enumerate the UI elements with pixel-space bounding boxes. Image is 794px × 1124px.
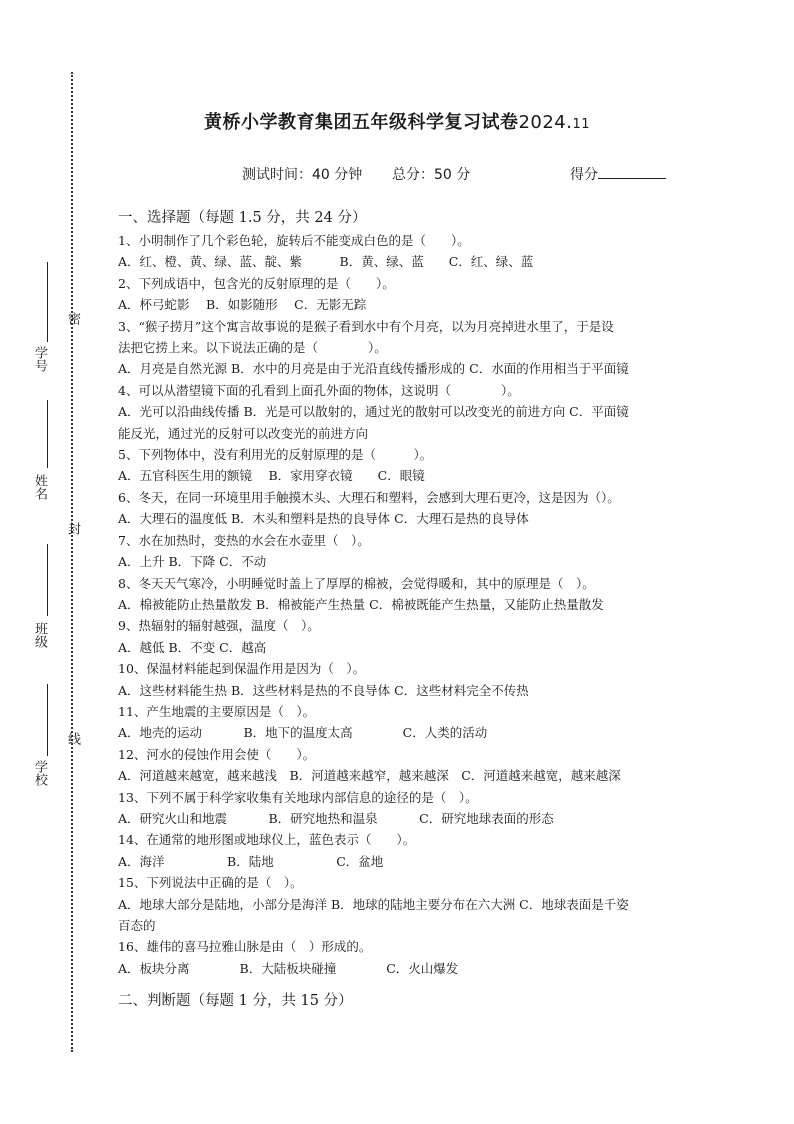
margin-feng: 封 bbox=[65, 522, 80, 535]
question-line: 14、在通常的地形图或地球仪上，蓝色表示（ ）。 bbox=[118, 832, 416, 848]
option-line: A．杯弓蛇影 B．如影随形 C．无影无踪 bbox=[118, 297, 367, 313]
title-year: 2024. bbox=[518, 112, 573, 133]
option-line: A．光可以沿曲线传播 B．光是可以散射的，通过光的散射可以改变光的前进方向 C．平面镜 bbox=[118, 404, 629, 420]
name-line[interactable] bbox=[47, 400, 48, 468]
section-heading-judgement: 二、判断题（每题 1 分，共 15 分） bbox=[118, 993, 353, 1010]
student-no-line[interactable] bbox=[47, 262, 48, 342]
class-label: 班级 bbox=[32, 622, 47, 648]
name-label: 姓名 bbox=[32, 474, 47, 500]
option-line: A．月亮是自然光源 B．水中的月亮是由于光沿直线传播形成的 C．水面的作用相当于平面镜 bbox=[118, 361, 629, 377]
school-line[interactable] bbox=[47, 684, 48, 756]
title-month: 11 bbox=[572, 117, 591, 132]
question-line: 3、“猴子捞月”这个寓言故事说的是猴子看到水中有个月亮，以为月亮掉进水里了，于是设 bbox=[118, 318, 614, 334]
option-line: A．五官科医生用的额镜 B．家用穿衣镜 C．眼镜 bbox=[118, 468, 425, 484]
option-line: A．板块分离 B．大陆板块碰撞 C．火山爆发 bbox=[118, 960, 459, 976]
option-line: A．地球大部分是陆地，小部分是海洋 B．地球的陆地主要分布在六大洲 C．地球表面是千姿 bbox=[118, 896, 629, 912]
question-line: 4、可以从潜望镜下面的孔看到上面孔外面的物体，这说明（ ）。 bbox=[118, 382, 520, 398]
question-line: 6、冬天，在同一环境里用手触摸木头、大理石和塑料，会感到大理石更冷，这是因为（）。 bbox=[118, 489, 620, 505]
question-line: 1、小明制作了几个彩色轮，旋转后不能变成白色的是（ ）。 bbox=[118, 233, 470, 248]
option-line: 百态的 bbox=[118, 918, 156, 933]
exam-body bbox=[118, 206, 688, 1013]
option-line: A．红、橙、黄、绿、蓝、靛、紫 B．黄、绿、蓝 C．红、绿、蓝 bbox=[118, 254, 534, 270]
option-line: A．这些材料能生热 B．这些材料是热的不良导体 C．这些材料完全不传热 bbox=[118, 682, 529, 698]
question-line: 12、河水的侵蚀作用会使（ ）。 bbox=[118, 746, 316, 762]
option-line: 能反光，通过光的反射可以改变光的前进方向 bbox=[118, 425, 369, 441]
option-line: A．研究火山和地震 B．研究地热和温泉 C．研究地球表面的形态 bbox=[118, 810, 554, 826]
school-label: 学校 bbox=[32, 760, 47, 786]
question-line: 11、产生地震的主要原因是（ ）。 bbox=[118, 703, 316, 719]
question-line: 10、保温材料能起到保温作用是因为（ ）。 bbox=[118, 661, 366, 677]
question-line: 15、下列说法中正确的是（ ）。 bbox=[118, 875, 303, 891]
binding-dotted-line bbox=[71, 72, 73, 1052]
total-score: 总分：50 分 bbox=[392, 167, 471, 183]
score-blank[interactable] bbox=[598, 164, 666, 179]
margin-mi: 密 bbox=[65, 312, 80, 325]
option-line: A．河道越来越宽，越来越浅 B．河道越来越窄，越来越深 C．河道越来越宽，越来越深 bbox=[118, 768, 621, 784]
score-label: 得分 bbox=[570, 167, 598, 183]
question-line: 16、雄伟的喜马拉雅山脉是由（ ）形成的。 bbox=[118, 939, 372, 955]
question-line: 9、热辐射的辐射越强，温度（ ）。 bbox=[118, 618, 320, 634]
question-line: 13、下列不属于科学家收集有关地球内部信息的途径的是（ ）。 bbox=[118, 789, 478, 805]
option-line: A．地壳的运动 B．地下的温度太高 C．人类的活动 bbox=[118, 725, 488, 741]
title-main: 黄桥小学教育集团五年级科学复习试卷 bbox=[203, 112, 519, 133]
page-title bbox=[0, 108, 794, 134]
question-line: 法把它捞上来。以下说法正确的是（ ）。 bbox=[118, 340, 387, 356]
option-line: A．海洋 B．陆地 C．盆地 bbox=[118, 853, 384, 869]
test-time: 测试时间：40 分钟 bbox=[242, 167, 363, 183]
student-no-label: 学号 bbox=[32, 346, 47, 372]
question-line: 5、下列物体中，没有利用光的反射原理的是（ ）。 bbox=[118, 447, 433, 463]
option-line: A．上升 B．下降 C．不动 bbox=[118, 554, 267, 570]
option-line: A．棉被能防止热量散发 B．棉被能产生热量 C．棉被既能产生热量，又能防止热量散发 bbox=[118, 596, 604, 612]
section-heading-choice: 一、选择题（每题 1.5 分，共 24 分） bbox=[118, 210, 367, 226]
option-line: A．大理石的温度低 B．木头和塑料是热的良导体 C．大理石是热的良导体 bbox=[118, 511, 529, 527]
question-line: 7、水在加热时，变热的水会在水壶里（ ）。 bbox=[118, 532, 370, 548]
option-line: A．越低 B．不变 C．越高 bbox=[118, 639, 267, 655]
question-line: 2、下列成语中，包含光的反射原理的是（ ）。 bbox=[118, 275, 395, 291]
question-line: 8、冬天天气寒冷，小明睡觉时盖上了厚厚的棉被，会觉得暖和，其中的原理是（ ）。 bbox=[118, 575, 595, 591]
score-field bbox=[570, 164, 666, 184]
class-line[interactable] bbox=[47, 544, 48, 616]
margin-xian: 线 bbox=[65, 732, 80, 745]
